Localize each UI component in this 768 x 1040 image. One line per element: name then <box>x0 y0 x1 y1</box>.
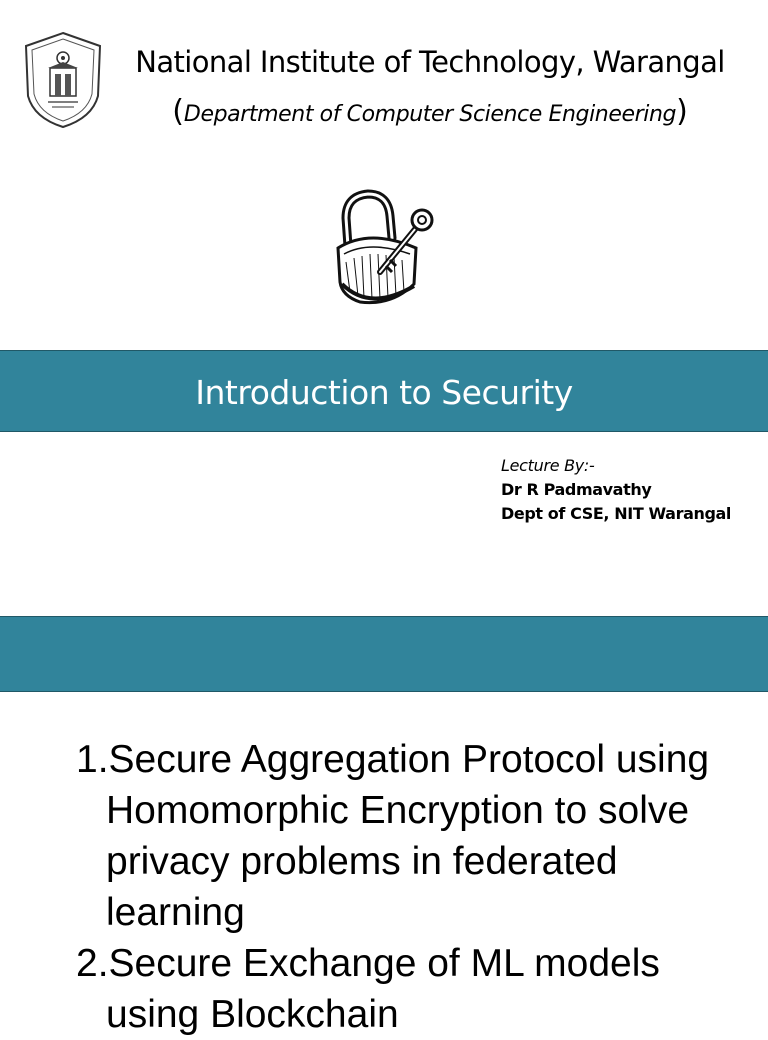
lecturer-dept: Dept of CSE, NIT Warangal <box>501 504 731 523</box>
institute-seal-icon <box>22 30 104 130</box>
department-name: Department of Computer Science Engineering <box>183 102 677 127</box>
lecture-by-label: Lecture By:- <box>501 456 595 475</box>
slide-title: Introduction to Security <box>195 373 573 412</box>
paren-close: ) <box>676 94 688 129</box>
lecturer-name: Dr R Padmavathy <box>501 480 652 499</box>
list-number: 1. <box>76 738 109 781</box>
title-band <box>0 350 768 432</box>
department-line <box>120 92 740 135</box>
institute-name: National Institute of Technology, Warangal <box>135 45 725 79</box>
list-text: Secure Aggregation Protocol using Homomorphic Encryption to solve privacy problems in federated learning <box>106 738 710 934</box>
list-item <box>76 938 756 1040</box>
section-band <box>0 616 768 692</box>
padlock-key-icon <box>330 188 438 310</box>
list-text: Secure Exchange of ML models using Blockchain <box>106 942 660 1036</box>
topic-list <box>76 734 756 1040</box>
lecturer-info <box>501 454 731 526</box>
paren-open: ( <box>172 94 184 129</box>
list-item <box>76 734 756 938</box>
list-number: 2. <box>76 942 109 985</box>
